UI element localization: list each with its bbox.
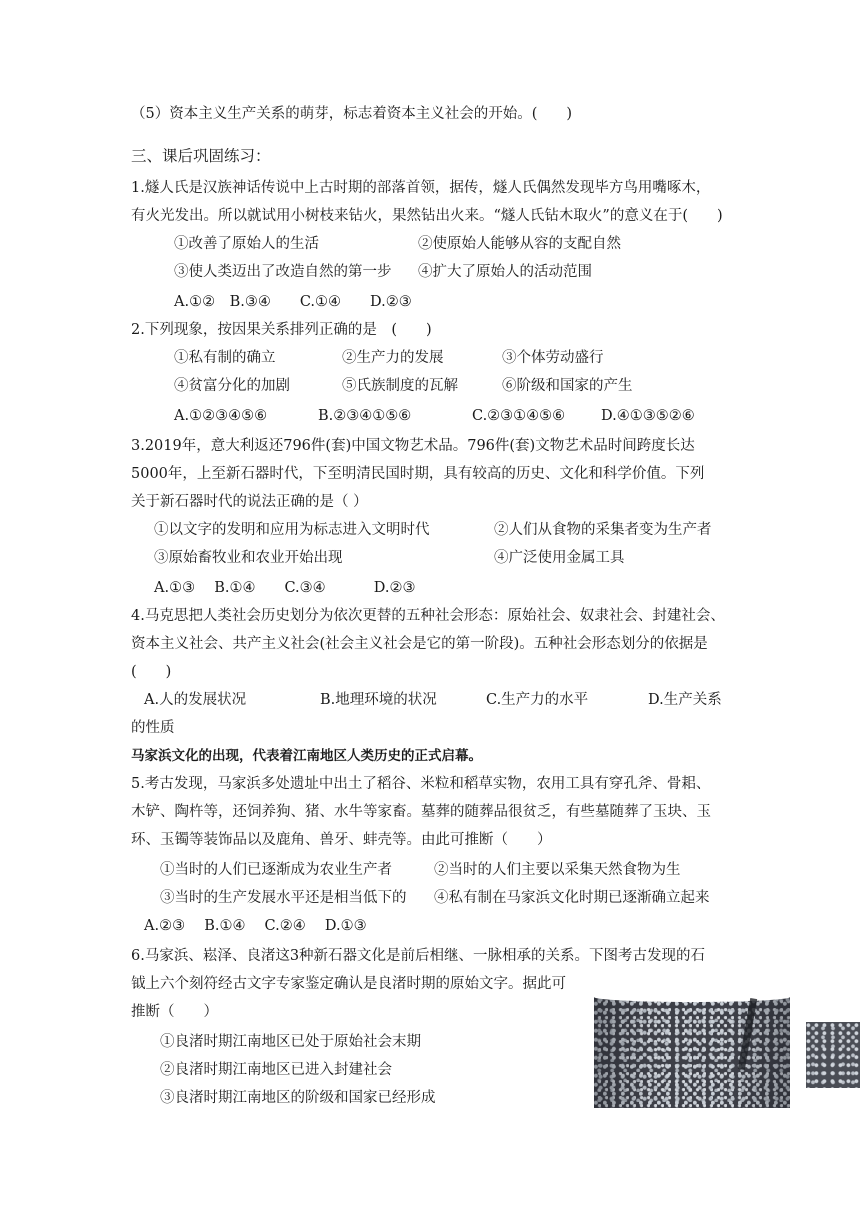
q1-stem-line1: 1.燧人氏是汉族神话传说中上古时期的部落首领，据传，燧人氏偶然发现毕方鸟用嘴啄木，: [131, 180, 711, 196]
q5-stem-line1: 5.考古发现，马家浜多处遗址中出土了稻谷、米粒和稻草实物，农用工具有穿孔斧、骨耜、: [131, 776, 711, 792]
q2-choice-a: A.①②③④⑤⑥: [174, 408, 268, 424]
q3-option-2: ②人们从食物的采集者变为生产者: [494, 522, 712, 538]
q1-choices: A.①② B.③④ C.①④ D.②③: [174, 294, 412, 310]
q4-choice-d-continued: 的性质: [131, 720, 175, 736]
q6-stem-line3: 推断（ ）: [131, 1004, 218, 1020]
q5-option-3: ③当时的生产发展水平还是相当低下的: [160, 890, 407, 906]
q3-option-1: ①以文字的发明和应用为标志进入文明时代: [154, 522, 430, 538]
question-5-statement: （5）资本主义生产关系的萌芽，标志着资本主义社会的开始。( ): [131, 106, 573, 122]
q1-option-3: ③使人类迈出了改造自然的第一步: [174, 264, 392, 280]
q4-stem-line2: 资本主义社会、共产主义社会(社会主义社会是它的第一阶段)。五种社会形态划分的依据是: [131, 636, 708, 652]
q1-option-1: ①改善了原始人的生活: [174, 236, 319, 252]
q2-item-1: ①私有制的确立: [174, 350, 276, 366]
q5-option-4: ④私有制在马家浜文化时期已逐渐确立起来: [434, 890, 710, 906]
q1-option-2: ②使原始人能够从容的支配自然: [418, 236, 621, 252]
material-note: 马家浜文化的出现，代表着江南地区人类历史的正式启幕。: [131, 748, 482, 764]
q2-item-4: ④贫富分化的加剧: [174, 378, 290, 394]
q1-option-4: ④扩大了原始人的活动范围: [418, 264, 592, 280]
q6-option-1: ①良渚时期江南地区已处于原始社会末期: [160, 1034, 421, 1050]
q6-option-3: ③良渚时期江南地区的阶级和国家已经形成: [160, 1090, 436, 1106]
q6-stem-line1: 6.马家浜、崧泽、良渚这3种新石器文化是前后相继、一脉相承的关系。下图考古发现的石: [131, 948, 706, 964]
q2-choice-d: D.④①③⑤②⑥: [601, 408, 695, 424]
q4-stem-line3: ( ): [131, 664, 172, 680]
q6-option-2: ②良渚时期江南地区已进入封建社会: [160, 1062, 392, 1078]
q3-stem-line3: 关于新石器时代的说法正确的是（ ）: [131, 494, 368, 510]
q4-choice-a: A.人的发展状况: [144, 692, 247, 708]
stone-axe-photo: [594, 992, 804, 1108]
q4-choice-d: D.生产关系: [648, 692, 722, 708]
stone-axe-shading: [594, 992, 790, 1108]
q6-stem-line2: 钺上六个刻符经古文字专家鉴定确认是良渚时期的原始文字。据此可: [131, 976, 566, 992]
q3-choices: A.①③ B.①④ C.③④ D.②③: [154, 580, 416, 596]
q5-stem-line2: 木铲、陶杵等，还饲养狗、猪、水牛等家畜。墓葬的随葬品很贫乏，有些墓随葬了玉块、玉: [131, 804, 711, 820]
q2-item-2: ②生产力的发展: [342, 350, 444, 366]
section-heading: 三、课后巩固练习：: [131, 147, 271, 165]
stone-axe-detail-photo: [806, 1022, 860, 1088]
q1-stem-line2: 有火光发出。所以就试用小树枝来钻火，果然钻出火来。“燧人氏钻木取火”的意义在于( ): [131, 208, 723, 224]
q2-choice-c: C.②③①④⑤⑥: [472, 408, 566, 424]
q3-stem-line2: 5000年，上至新石器时代，下至明清民国时期，具有较高的历史、文化和科学价值。下列: [131, 466, 705, 482]
q5-option-1: ①当时的人们已逐渐成为农业生产者: [160, 862, 392, 878]
q2-choice-b: B.②③④①⑤⑥: [318, 408, 412, 424]
q2-item-5: ⑤氏族制度的瓦解: [342, 378, 458, 394]
q2-item-3: ③个体劳动盛行: [502, 350, 604, 366]
q3-option-3: ③原始畜牧业和农业开始出现: [154, 550, 343, 566]
q3-stem-line1: 3.2019年，意大利返还796件(套)中国文物艺术品。796件(套)文物艺术品时间跨度长达: [131, 438, 695, 454]
q4-stem-line1: 4.马克思把人类社会历史划分为依次更替的五种社会形态：原始社会、奴隶社会、封建社会、: [131, 608, 725, 624]
q4-choice-b: B.地理环境的状况: [320, 692, 437, 708]
q5-choices: A.②③ B.①④ C.②④ D.①③: [144, 918, 367, 934]
q2-item-6: ⑥阶级和国家的产生: [502, 378, 633, 394]
q2-stem: 2.下列现象，按因果关系排列正确的是 ( ): [131, 322, 432, 338]
q4-choice-c: C.生产力的水平: [486, 692, 589, 708]
q5-stem-line3: 环、玉镯等装饰品以及鹿角、兽牙、蚌壳等。由此可推断（ ）: [131, 832, 552, 848]
stone-axe-edge-cutout: [594, 992, 790, 1002]
q5-option-2: ②当时的人们主要以采集天然食物为生: [434, 862, 681, 878]
q3-option-4: ④广泛使用金属工具: [494, 550, 625, 566]
